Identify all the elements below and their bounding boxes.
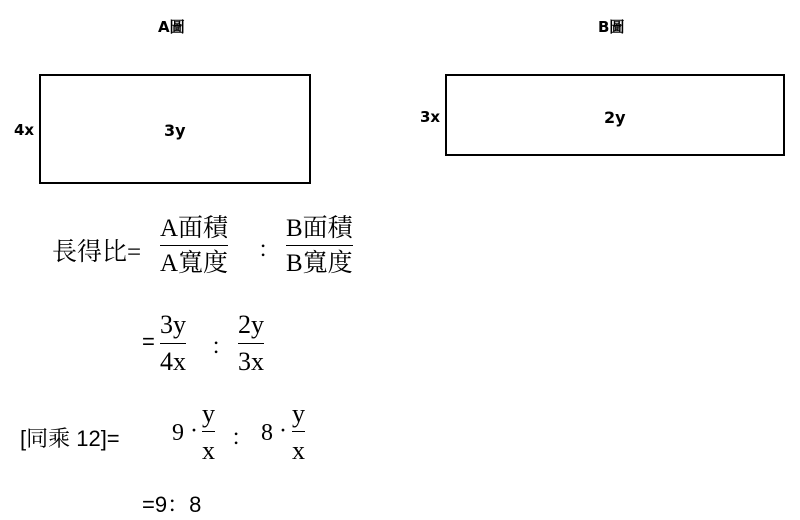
fraction-denominator: x — [202, 436, 215, 465]
fraction-numerator: y — [202, 399, 215, 428]
figure-a-side-label: 4x — [14, 121, 35, 139]
fraction-y-over-x — [292, 401, 305, 464]
fraction-denominator: 4x — [160, 347, 186, 376]
fraction-denominator: B寬度 — [286, 250, 353, 277]
fraction-bar — [202, 431, 215, 432]
fraction-bar — [292, 431, 305, 432]
equals-sign: = — [142, 329, 155, 354]
multiply-dot: · — [279, 418, 287, 444]
figure-b-top-label: 2y — [604, 108, 626, 127]
fraction-b-area-over-width — [286, 216, 353, 276]
ratio-colon: ： — [258, 237, 281, 262]
fraction-y-over-x — [202, 401, 215, 464]
fraction-bar — [238, 343, 264, 344]
fraction-numerator: B面積 — [286, 215, 353, 242]
ratio-colon: ： — [231, 425, 254, 450]
fraction-a-area-over-width — [160, 216, 228, 276]
fraction-numerator: A面積 — [160, 215, 229, 242]
fraction-denominator: A寬度 — [160, 250, 229, 277]
fraction-3y-over-4x — [160, 312, 186, 375]
multiply-by-12-label: [同乘 12]= — [20, 426, 120, 451]
coefficient-9: 9 — [172, 420, 184, 446]
figure-a-top-label: 3y — [164, 121, 186, 140]
fraction-numerator: 3y — [160, 310, 186, 339]
fraction-bar — [160, 245, 228, 246]
figure-a-title: A圖 — [158, 18, 185, 36]
figure-b-side-label: 3x — [420, 108, 441, 126]
fraction-denominator: x — [292, 436, 305, 465]
figure-b-title: B圖 — [598, 18, 625, 36]
ratio-lhs-label: 長得比= — [52, 239, 142, 266]
fraction-numerator: y — [292, 399, 305, 428]
fraction-bar — [160, 343, 186, 344]
fraction-denominator: 3x — [238, 347, 264, 376]
fraction-bar — [286, 245, 353, 246]
ratio-colon: ： — [211, 334, 234, 359]
coefficient-8: 8 — [261, 420, 273, 446]
ratio-result: =9：8 — [142, 492, 202, 517]
fraction-2y-over-3x — [238, 312, 264, 375]
multiply-dot: · — [190, 418, 198, 444]
fraction-numerator: 2y — [238, 310, 264, 339]
